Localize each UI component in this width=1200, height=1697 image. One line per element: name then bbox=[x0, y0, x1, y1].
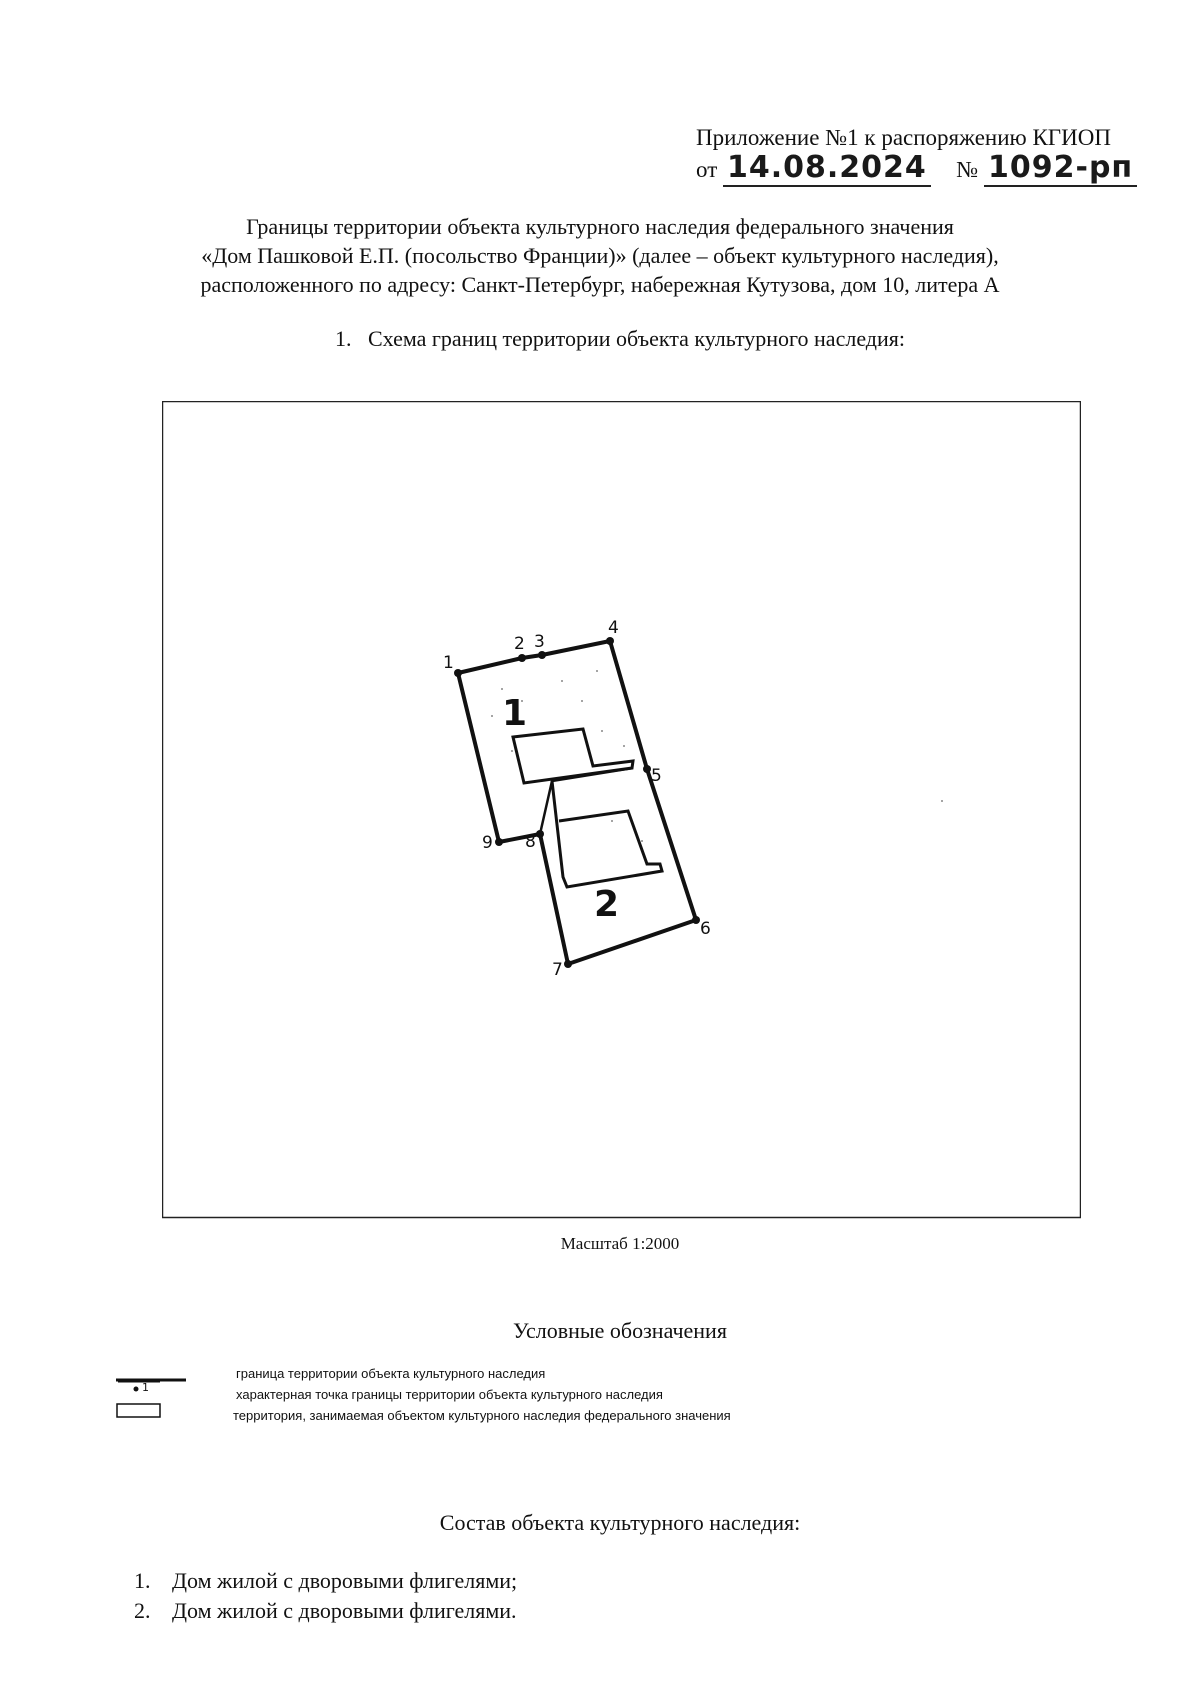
composition-item-number: 1. bbox=[134, 1568, 151, 1593]
number-label: № bbox=[956, 157, 979, 182]
boundary-point-1 bbox=[454, 669, 462, 677]
boundary-point-6 bbox=[692, 916, 700, 924]
title-line-1: Границы территории объекта культурного наследия федерального значения bbox=[246, 214, 954, 239]
legend-point-symbol bbox=[116, 1381, 186, 1402]
point-label-1: 1 bbox=[443, 653, 454, 673]
order-number: 1092-рп bbox=[984, 150, 1137, 187]
boundary-point-2 bbox=[518, 654, 526, 662]
area-label-1: 1 bbox=[502, 693, 528, 734]
map-scale: Масштаб 1:2000 bbox=[560, 1234, 680, 1253]
area-label-2: 2 bbox=[594, 884, 620, 925]
order-date: 14.08.2024 bbox=[723, 150, 931, 187]
legend-item-boundary: граница территории объекта культурного наследия bbox=[236, 1366, 546, 1381]
boundary-point-4 bbox=[606, 637, 614, 645]
composition-item-text: Дом жилой с дворовыми флигелями; bbox=[172, 1568, 518, 1593]
point-label-3: 3 bbox=[534, 632, 545, 652]
order-date-number-line bbox=[696, 150, 1137, 185]
composition-item-number: 2. bbox=[134, 1598, 151, 1623]
document-title bbox=[0, 212, 1200, 299]
legend-item-territory: территория, занимаемая объектом культурного наследия федерального значения bbox=[233, 1408, 731, 1423]
boundary-point-9 bbox=[495, 838, 503, 846]
composition-item bbox=[134, 1596, 517, 1626]
boundary-point-7 bbox=[564, 960, 572, 968]
legend-point-marker-label: 1 bbox=[142, 1381, 149, 1394]
section-1-text: Схема границ территории объекта культурного наследия: bbox=[367, 326, 905, 351]
point-label-2: 2 bbox=[514, 634, 525, 654]
point-label-4: 4 bbox=[608, 618, 619, 638]
appendix-header: Приложение №1 к распоряжению КГИОП bbox=[696, 125, 1111, 150]
composition-item-text: Дом жилой с дворовыми флигелями. bbox=[172, 1598, 517, 1623]
from-label: от bbox=[696, 157, 718, 182]
point-label-5: 5 bbox=[651, 766, 662, 786]
map-svg bbox=[162, 401, 1081, 1219]
point-label-6: 6 bbox=[700, 919, 711, 939]
composition-item bbox=[134, 1566, 517, 1596]
section-1-number: 1. bbox=[334, 326, 352, 351]
legend-title: Условные обозначения bbox=[513, 1318, 727, 1343]
title-line-3: расположенного по адресу: Санкт-Петербург, набережная Кутузова, дом 10, литера А bbox=[200, 272, 1000, 297]
title-line-2: «Дом Пашковой Е.П. (посольство Франции)» (далее – объект культурного наследия), bbox=[201, 243, 999, 268]
legend-territory-symbol bbox=[116, 1403, 162, 1424]
section-1-heading bbox=[0, 326, 1200, 352]
map-frame-border bbox=[163, 402, 1081, 1218]
boundary-scheme-map bbox=[162, 401, 1081, 1219]
legend-item-point: характерная точка границы территории объекта культурного наследия bbox=[236, 1387, 663, 1402]
composition-title: Состав объекта культурного наследия: bbox=[439, 1510, 801, 1535]
boundary-point-8 bbox=[536, 830, 544, 838]
point-label-8: 8 bbox=[525, 832, 536, 852]
point-label-7: 7 bbox=[552, 960, 563, 980]
point-label-9: 9 bbox=[482, 833, 493, 853]
composition-list bbox=[134, 1566, 517, 1626]
boundary-point-3 bbox=[538, 651, 546, 659]
boundary-point-5 bbox=[643, 765, 651, 773]
